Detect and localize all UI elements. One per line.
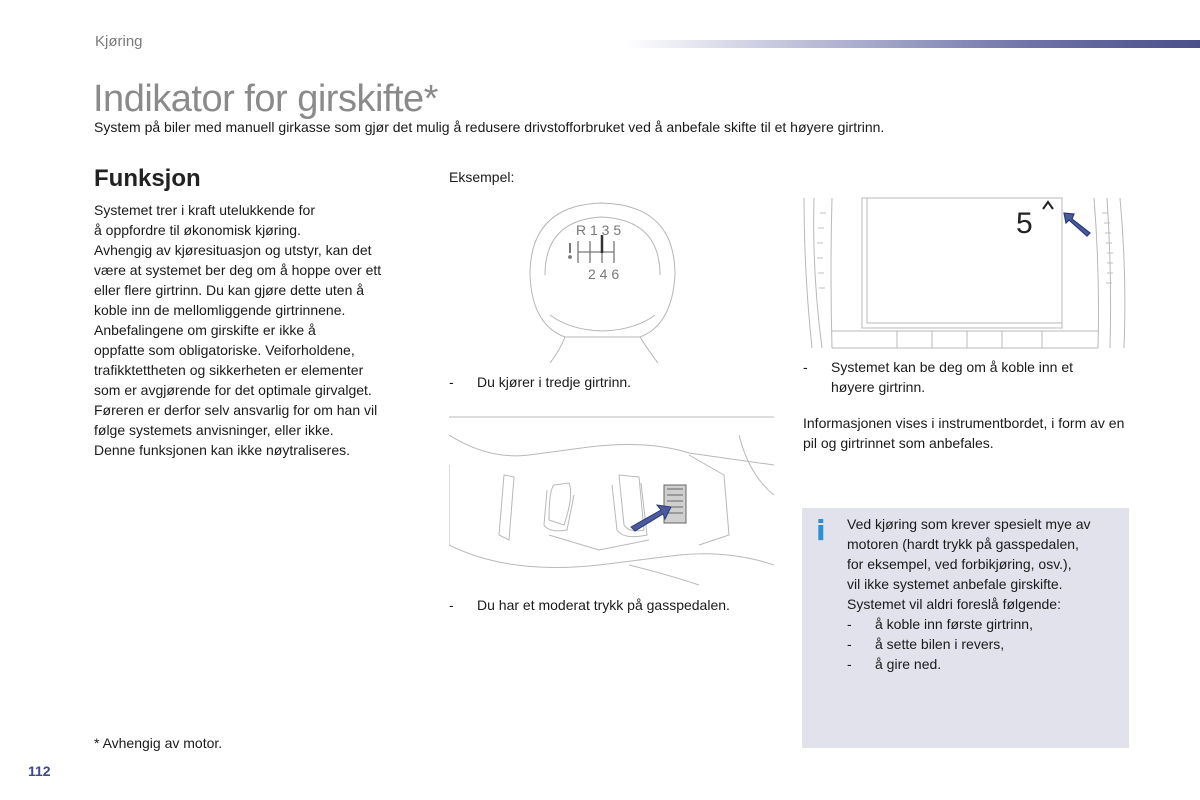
list-dash: - [847,616,852,632]
footnote: * Avhengig av motor. [94,735,223,751]
section-header: Kjøring [95,33,143,50]
gear-knob-illustration [520,195,685,365]
example-label: Eksempel: [449,169,515,185]
caption-dash: - [803,359,808,375]
caption-dash: - [449,597,454,613]
instrument-display-illustration [802,193,1132,351]
funksjon-body [94,200,419,460]
note-list [847,614,1122,674]
list-item [847,634,1122,654]
caption-shift-up [803,357,1133,397]
recommended-gear: 5 [1016,207,1033,240]
caption-text: Du har et moderat trykk på gasspedalen. [477,597,730,613]
page-number: 112 [28,763,51,779]
info-text: Informasjonen vises i instrumentbordet, i form av en pil og girtrinnet som anbefales. [803,415,1125,451]
body-line: eller flere girtrinn. Du kan gjøre dette uten å [94,282,365,298]
body-line: Føreren er derfor selv ansvarlig for om han vil [94,402,378,418]
body-line: Anbefalingene om girskifte er ikke å [94,322,316,338]
body-line: koble inn de mellomliggende girtrinnene. [94,302,346,318]
body-line: Denne funksjonen kan ikke nøytraliseres. [94,442,351,458]
note-text [847,514,1122,674]
list-item-text: å gire ned. [875,656,942,672]
caption-text: Systemet kan be deg om å koble inn et [831,359,1074,375]
list-item-text: å koble inn første girtrinn, [875,616,1033,632]
intro-text: System på biler med manuell girkasse som gjør det mulig å redusere drivstofforbruket ved å anbefale skifte til et høyere girtrinn. [94,119,885,135]
body-line: som er avgjørende for det optimale girvalget. [94,382,372,398]
caption-third-gear [449,372,631,392]
pedals-illustration [449,415,774,590]
gear-pattern-bottom: 2 4 6 [588,266,620,282]
body-line: Systemet trer i kraft utelukkende for [94,202,315,218]
list-dash: - [847,656,852,672]
note-box [802,508,1129,748]
note-line: Ved kjøring som krever spesielt mye av [847,516,1091,532]
list-dash: - [847,636,852,652]
body-line: følge systemets anvisninger, eller ikke. [94,422,334,438]
caption-text: Du kjører i tredje girtrinn. [477,374,632,390]
page-title: Indikator for girskifte* [93,78,438,120]
body-line: være at systemet ber deg om å hoppe over ett [94,262,382,278]
note-line: Systemet vil aldri foreslå følgende: [847,596,1061,612]
body-line: trafikktettheten og sikkerheten er elementer [94,362,364,378]
info-icon: i [816,514,826,547]
caption-text: høyere girtrinn. [831,379,926,395]
note-line: for eksempel, ved forbikjøring, osv.), [847,556,1072,572]
body-line: Avhengig av kjøresituasjon og utstyr, kan det [94,242,372,258]
list-item-text: å sette bilen i revers, [875,636,1005,652]
gear-pattern-top: R 1 3 5 [576,222,622,238]
body-line: å oppfordre til økonomisk kjøring. [94,222,301,238]
note-line: motoren (hardt trykk på gasspedalen, [847,536,1079,552]
list-item [847,654,1122,674]
header-bar [625,40,1200,48]
section-heading: Funksjon [94,165,201,192]
body-line: oppfatte som obligatoriske. Veiforholdene, [94,342,355,358]
list-item [847,614,1122,634]
caption-pedal [449,595,730,615]
note-line: vil ikke systemet anbefale girskifte. [847,576,1063,592]
caption-dash: - [449,374,454,390]
